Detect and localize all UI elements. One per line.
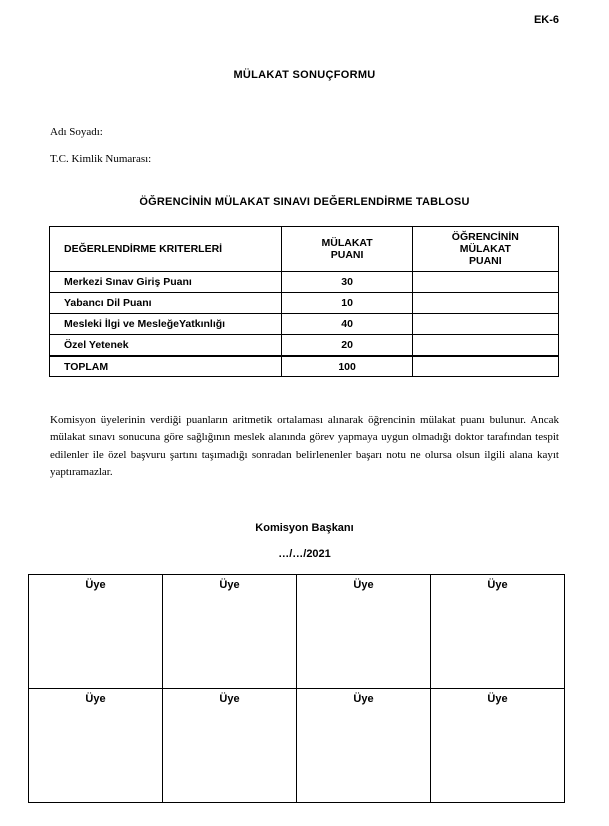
evaluation-table-header-row (50, 227, 559, 272)
student-points-header (412, 227, 558, 272)
name-field-label: Adı Soyadı: (50, 126, 103, 138)
form-title: MÜLAKAT SONUÇFORMU (233, 69, 376, 81)
student-points-cell (412, 335, 558, 357)
table-row (50, 272, 559, 293)
student-points-cell (412, 314, 558, 335)
points-cell: 10 (282, 293, 412, 314)
signature-row (29, 689, 565, 803)
total-row (50, 356, 559, 377)
student-header-line1: ÖĞRENCİNİN (451, 231, 519, 243)
member-signature-cell: Üye (29, 575, 163, 689)
points-header-line1: MÜLAKAT (321, 237, 373, 249)
table-row (50, 314, 559, 335)
points-cell: 20 (282, 335, 412, 357)
total-student-points-cell (412, 356, 558, 377)
member-signature-cell: Üye (431, 689, 565, 803)
student-header-line3: PUANI (469, 255, 502, 267)
criterion-cell: Özel Yetenek (50, 335, 282, 357)
member-signature-cell: Üye (29, 689, 163, 803)
table-row (50, 293, 559, 314)
criterion-cell: Yabancı Dil Puanı (50, 293, 282, 314)
points-header (282, 227, 412, 272)
student-points-cell (412, 293, 558, 314)
criterion-cell: Merkezi Sınav Giriş Puanı (50, 272, 282, 293)
points-header-line2: PUANI (330, 249, 364, 261)
annex-label: EK-6 (533, 14, 559, 26)
student-header-line2: MÜLAKAT (459, 243, 511, 255)
criterion-cell: Mesleki İlgi ve MesleğeYatkınlığı (50, 314, 282, 335)
commission-chairman-label: Komisyon Başkanı (255, 522, 354, 534)
evaluation-table (49, 226, 559, 377)
member-signature-cell: Üye (163, 689, 297, 803)
student-points-cell (412, 272, 558, 293)
member-signature-cell: Üye (163, 575, 297, 689)
member-signature-cell: Üye (297, 689, 431, 803)
note-paragraph: Komisyon üyelerinin verdiği puanların aritmetik ortalaması alınarak öğrencinin mülakat puanı bulunur. Ancak mülakat sınavı sonucuna göre sağlığının meslek alanında görev yapmaya uygun olmadığı doktor tarafından tespit edilenler ile özel başvuru şartını taşımadığı sonradan belirlenenler başarı notu ne olursa olsun ilgili alana kayıt yaptıramazlar. (50, 414, 559, 478)
signature-row (29, 575, 565, 689)
points-cell: 40 (282, 314, 412, 335)
member-signature-cell: Üye (431, 575, 565, 689)
national-id-field-label: T.C. Kimlik Numarası: (50, 153, 152, 165)
points-cell: 30 (282, 272, 412, 293)
criteria-header: DEĞERLENDİRME KRITERLERİ (50, 227, 282, 272)
member-signature-cell: Üye (297, 575, 431, 689)
evaluation-table-title: ÖĞRENCİNİN MÜLAKAT SINAVI DEĞERLENDİRME TABLOSU (139, 196, 470, 208)
table-row (50, 335, 559, 357)
total-points-cell: 100 (282, 356, 412, 377)
date-line: …/…/2021 (278, 548, 331, 560)
total-label-cell: TOPLAM (50, 356, 282, 377)
signature-grid (28, 574, 565, 803)
